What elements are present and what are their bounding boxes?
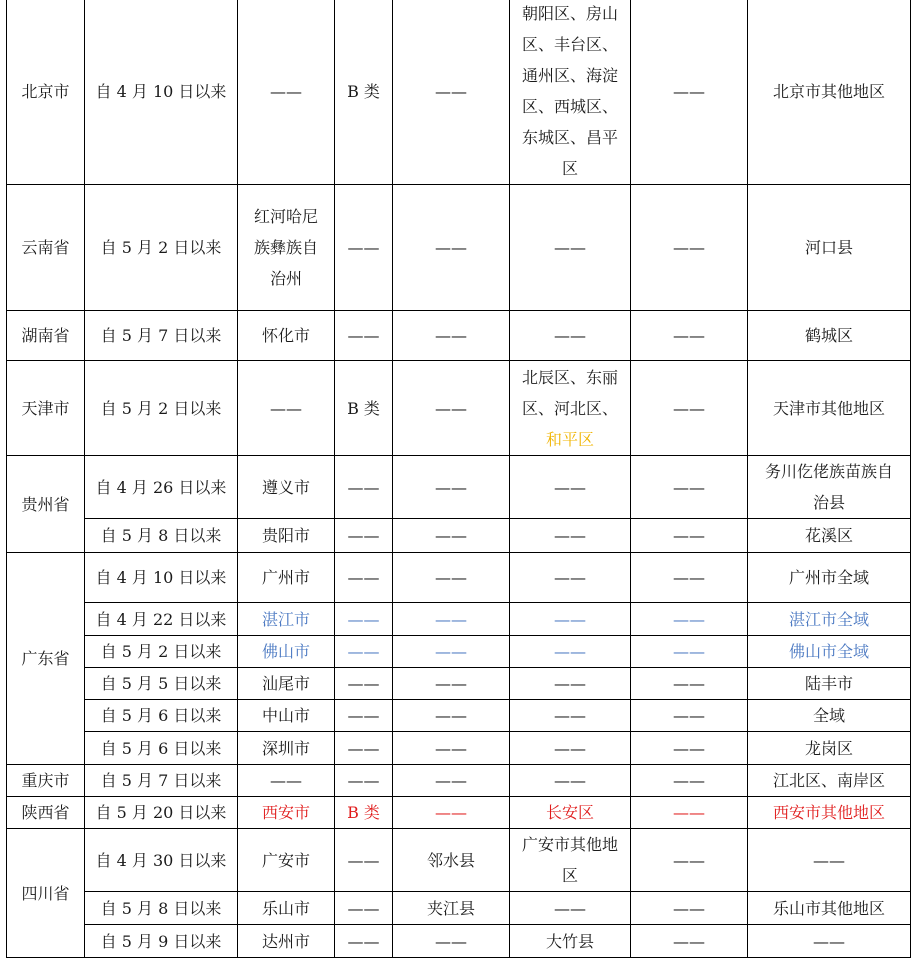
- other-cell: ——: [631, 553, 748, 603]
- area-cell: 广州市全域: [748, 553, 911, 603]
- district-cell: 长安区: [510, 797, 631, 829]
- area-cell: 龙岗区: [748, 732, 911, 765]
- district-cell: ——: [510, 765, 631, 797]
- date-cell: 自 5 月 6 日以来: [85, 700, 238, 732]
- risk-area-table-container: [6, 0, 910, 958]
- area-cell: 佛山市全域: [748, 636, 911, 668]
- city-cell: 怀化市: [238, 311, 335, 361]
- table-row: [7, 925, 911, 958]
- other-cell: ——: [631, 700, 748, 732]
- district-cell: ——: [510, 700, 631, 732]
- date-cell: 自 4 月 10 日以来: [85, 0, 238, 185]
- other-cell: ——: [631, 668, 748, 700]
- district-cell: [510, 361, 631, 456]
- category-cell: ——: [335, 732, 393, 765]
- date-cell: 自 5 月 5 日以来: [85, 668, 238, 700]
- table-row: [7, 185, 911, 311]
- city-cell: ——: [238, 765, 335, 797]
- district-text-highlight: 和平区: [545, 429, 594, 449]
- province-cell: 云南省: [7, 185, 85, 311]
- other-cell: ——: [631, 603, 748, 636]
- district-cell: 广安市其他地区: [510, 829, 631, 892]
- other-cell: ——: [631, 456, 748, 519]
- city-cell: 湛江市: [238, 603, 335, 636]
- city-cell: 红河哈尼族彝族自治州: [238, 185, 335, 311]
- date-cell: 自 4 月 22 日以来: [85, 603, 238, 636]
- date-cell: 自 5 月 7 日以来: [85, 311, 238, 361]
- category-cell: B 类: [335, 0, 393, 185]
- city-cell: 乐山市: [238, 892, 335, 925]
- county-cell: 夹江县: [393, 892, 510, 925]
- district-cell: ——: [510, 553, 631, 603]
- county-cell: ——: [393, 603, 510, 636]
- county-cell: ——: [393, 519, 510, 553]
- area-cell: ——: [748, 829, 911, 892]
- category-cell: ——: [335, 185, 393, 311]
- area-cell: 乐山市其他地区: [748, 892, 911, 925]
- date-cell: 自 4 月 30 日以来: [85, 829, 238, 892]
- county-cell: ——: [393, 797, 510, 829]
- district-cell: ——: [510, 892, 631, 925]
- table-row: [7, 456, 911, 519]
- area-cell: 鹤城区: [748, 311, 911, 361]
- other-cell: ——: [631, 892, 748, 925]
- table-row: [7, 361, 911, 456]
- date-cell: 自 5 月 9 日以来: [85, 925, 238, 958]
- table-row: [7, 553, 911, 603]
- city-cell: 贵阳市: [238, 519, 335, 553]
- other-cell: ——: [631, 185, 748, 311]
- category-cell: ——: [335, 553, 393, 603]
- table-row: [7, 797, 911, 829]
- other-cell: ——: [631, 311, 748, 361]
- area-cell: 江北区、南岸区: [748, 765, 911, 797]
- risk-area-table: [6, 0, 911, 958]
- other-cell: ——: [631, 732, 748, 765]
- county-cell: ——: [393, 765, 510, 797]
- date-cell: 自 5 月 2 日以来: [85, 361, 238, 456]
- category-cell: ——: [335, 456, 393, 519]
- county-cell: ——: [393, 732, 510, 765]
- table-row: [7, 636, 911, 668]
- category-cell: B 类: [335, 361, 393, 456]
- category-cell: ——: [335, 892, 393, 925]
- table-row: [7, 732, 911, 765]
- city-cell: 遵义市: [238, 456, 335, 519]
- county-cell: ——: [393, 668, 510, 700]
- date-cell: 自 4 月 26 日以来: [85, 456, 238, 519]
- date-cell: 自 5 月 20 日以来: [85, 797, 238, 829]
- province-cell: 天津市: [7, 361, 85, 456]
- county-cell: ——: [393, 636, 510, 668]
- table-body: [7, 0, 911, 958]
- area-cell: 北京市其他地区: [748, 0, 911, 185]
- table-row: [7, 892, 911, 925]
- date-cell: 自 5 月 2 日以来: [85, 636, 238, 668]
- table-row: [7, 829, 911, 892]
- city-cell: 达州市: [238, 925, 335, 958]
- area-cell: 西安市其他地区: [748, 797, 911, 829]
- province-cell: 重庆市: [7, 765, 85, 797]
- area-cell: 花溪区: [748, 519, 911, 553]
- table-row: [7, 765, 911, 797]
- county-cell: ——: [393, 553, 510, 603]
- district-cell: ——: [510, 456, 631, 519]
- date-cell: 自 5 月 8 日以来: [85, 519, 238, 553]
- category-cell: ——: [335, 519, 393, 553]
- other-cell: ——: [631, 0, 748, 185]
- county-cell: ——: [393, 700, 510, 732]
- other-cell: ——: [631, 765, 748, 797]
- area-cell: 陆丰市: [748, 668, 911, 700]
- category-cell: ——: [335, 668, 393, 700]
- date-cell: 自 5 月 7 日以来: [85, 765, 238, 797]
- county-cell: ——: [393, 185, 510, 311]
- date-cell: 自 5 月 2 日以来: [85, 185, 238, 311]
- area-cell: 天津市其他地区: [748, 361, 911, 456]
- district-cell: ——: [510, 732, 631, 765]
- area-cell: 务川仡佬族苗族自治县: [748, 456, 911, 519]
- district-cell: 朝阳区、房山区、丰台区、通州区、海淀区、西城区、东城区、昌平区: [510, 0, 631, 185]
- district-cell: ——: [510, 636, 631, 668]
- category-cell: ——: [335, 829, 393, 892]
- table-row: [7, 700, 911, 732]
- city-cell: 广安市: [238, 829, 335, 892]
- county-cell: ——: [393, 361, 510, 456]
- other-cell: ——: [631, 925, 748, 958]
- province-cell: 广东省: [7, 553, 85, 765]
- city-cell: ——: [238, 0, 335, 185]
- other-cell: ——: [631, 829, 748, 892]
- city-cell: ——: [238, 361, 335, 456]
- category-cell: ——: [335, 700, 393, 732]
- district-cell: ——: [510, 519, 631, 553]
- county-cell: ——: [393, 456, 510, 519]
- district-cell: ——: [510, 311, 631, 361]
- date-cell: 自 5 月 6 日以来: [85, 732, 238, 765]
- category-cell: B 类: [335, 797, 393, 829]
- district-cell: 大竹县: [510, 925, 631, 958]
- category-cell: ——: [335, 636, 393, 668]
- province-cell: 贵州省: [7, 456, 85, 553]
- district-text: 北辰区、东丽区、河北区、: [521, 367, 618, 418]
- area-cell: 全域: [748, 700, 911, 732]
- province-cell: 湖南省: [7, 311, 85, 361]
- county-cell: ——: [393, 311, 510, 361]
- table-row: [7, 519, 911, 553]
- other-cell: ——: [631, 361, 748, 456]
- category-cell: ——: [335, 925, 393, 958]
- city-cell: 西安市: [238, 797, 335, 829]
- city-cell: 中山市: [238, 700, 335, 732]
- county-cell: ——: [393, 925, 510, 958]
- table-row: [7, 311, 911, 361]
- table-row: [7, 0, 911, 185]
- district-cell: ——: [510, 668, 631, 700]
- other-cell: ——: [631, 797, 748, 829]
- district-cell: ——: [510, 185, 631, 311]
- table-row: [7, 603, 911, 636]
- province-cell: 陕西省: [7, 797, 85, 829]
- area-cell: 湛江市全域: [748, 603, 911, 636]
- city-cell: 深圳市: [238, 732, 335, 765]
- category-cell: ——: [335, 311, 393, 361]
- table-row: [7, 668, 911, 700]
- category-cell: ——: [335, 765, 393, 797]
- date-cell: 自 4 月 10 日以来: [85, 553, 238, 603]
- district-cell: ——: [510, 603, 631, 636]
- area-cell: 河口县: [748, 185, 911, 311]
- county-cell: 邻水县: [393, 829, 510, 892]
- date-cell: 自 5 月 8 日以来: [85, 892, 238, 925]
- other-cell: ——: [631, 519, 748, 553]
- city-cell: 佛山市: [238, 636, 335, 668]
- category-cell: ——: [335, 603, 393, 636]
- area-cell: ——: [748, 925, 911, 958]
- other-cell: ——: [631, 636, 748, 668]
- city-cell: 广州市: [238, 553, 335, 603]
- province-cell: 四川省: [7, 829, 85, 958]
- county-cell: ——: [393, 0, 510, 185]
- city-cell: 汕尾市: [238, 668, 335, 700]
- province-cell: 北京市: [7, 0, 85, 185]
